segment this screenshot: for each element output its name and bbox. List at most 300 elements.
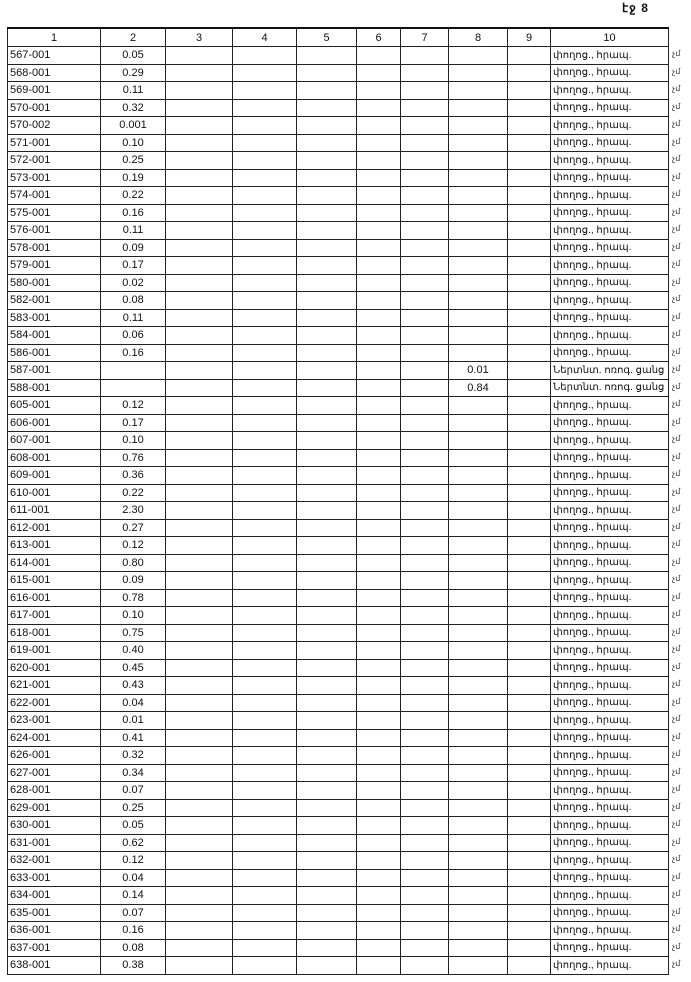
table-row [8, 572, 669, 590]
cell-col-4 [233, 327, 297, 345]
cell-col-4 [233, 169, 297, 187]
cell-col-4 [233, 47, 297, 65]
cell-col-9 [508, 817, 551, 835]
cell-col-3 [166, 624, 233, 642]
cell-col-2: 0.08 [101, 292, 166, 310]
cell-col-7 [401, 589, 449, 607]
cell-col-10: փողոց., հրապ. [551, 292, 669, 310]
cell-col-7 [401, 309, 449, 327]
cell-col-5 [297, 134, 357, 152]
cell-col-8 [449, 309, 508, 327]
margin-mark: չմ [672, 329, 681, 338]
cell-col-10: փողոց., հրապ. [551, 239, 669, 257]
table-row [8, 694, 669, 712]
cell-col-3 [166, 47, 233, 65]
cell-col-8 [449, 274, 508, 292]
table-row [8, 747, 669, 765]
table-row [8, 187, 669, 205]
cell-col-9 [508, 467, 551, 485]
cell-col-10: փողոց., հրապ. [551, 484, 669, 502]
cell-col-10: փողոց., հրապ. [551, 642, 669, 660]
table-row [8, 222, 669, 240]
cell-col-5 [297, 222, 357, 240]
cell-col-10: փողոց., հրապ. [551, 537, 669, 555]
cell-col-6 [357, 852, 401, 870]
cell-col-6 [357, 572, 401, 590]
cell-col-5 [297, 922, 357, 940]
cell-col-4 [233, 82, 297, 100]
cell-col-9 [508, 712, 551, 730]
cell-col-4 [233, 694, 297, 712]
cell-col-8 [449, 642, 508, 660]
cell-col-5 [297, 204, 357, 222]
cell-col-9 [508, 852, 551, 870]
cell-col-9 [508, 449, 551, 467]
cell-col-9 [508, 537, 551, 555]
margin-mark: չմ [672, 469, 681, 478]
margin-mark: չմ [672, 154, 681, 163]
parcel-id-cell: 609-001 [8, 467, 101, 485]
cell-col-6 [357, 222, 401, 240]
parcel-id-cell: 579-001 [8, 257, 101, 275]
table-row [8, 624, 669, 642]
cell-col-6 [357, 922, 401, 940]
cell-col-7 [401, 432, 449, 450]
margin-mark: չմ [672, 766, 681, 776]
cell-col-2: 0.41 [101, 729, 166, 747]
cell-col-3 [166, 99, 233, 117]
cell-col-6 [357, 834, 401, 852]
parcel-id-cell: 611-001 [8, 502, 101, 520]
cell-col-5 [297, 99, 357, 117]
cell-col-2: 2.30 [101, 502, 166, 520]
cell-col-2: 0.16 [101, 204, 166, 222]
table-row [8, 502, 669, 520]
cell-col-6 [357, 764, 401, 782]
cell-col-3 [166, 589, 233, 607]
parcel-id-cell: 618-001 [8, 624, 101, 642]
cell-col-10: փողոց., հրապ. [551, 519, 669, 537]
cell-col-8 [449, 64, 508, 82]
cell-col-7 [401, 957, 449, 975]
cell-col-5 [297, 939, 357, 957]
cell-col-2: 0.001 [101, 117, 166, 135]
cell-col-10: փողոց., հրապ. [551, 607, 669, 625]
cell-col-8 [449, 887, 508, 905]
margin-mark: չմ [672, 941, 681, 951]
cell-col-7 [401, 362, 449, 380]
cell-col-4 [233, 222, 297, 240]
cell-col-6 [357, 694, 401, 712]
cell-col-4 [233, 204, 297, 222]
margin-mark: չմ [672, 784, 681, 793]
margin-mark: չմ [672, 959, 681, 968]
parcel-id-cell: 619-001 [8, 642, 101, 660]
cell-col-3 [166, 309, 233, 327]
table-row [8, 309, 669, 327]
parcel-id-cell: 628-001 [8, 782, 101, 800]
cell-col-5 [297, 467, 357, 485]
cell-col-5 [297, 834, 357, 852]
cell-col-3 [166, 677, 233, 695]
cell-col-7 [401, 939, 449, 957]
table-row [8, 204, 669, 222]
cell-col-3 [166, 694, 233, 712]
margin-mark: չմ [672, 136, 681, 146]
cell-col-6 [357, 747, 401, 765]
cell-col-9 [508, 659, 551, 677]
table-row [8, 152, 669, 170]
margin-mark: չմ [672, 276, 681, 286]
cell-col-4 [233, 239, 297, 257]
parcel-id-cell: 612-001 [8, 519, 101, 537]
cell-col-3 [166, 869, 233, 887]
cell-col-10: փողոց., հրապ. [551, 589, 669, 607]
cell-col-9 [508, 782, 551, 800]
cell-col-5 [297, 519, 357, 537]
cell-col-3 [166, 712, 233, 730]
cell-col-6 [357, 887, 401, 905]
cell-col-8 [449, 852, 508, 870]
cell-col-8 [449, 397, 508, 415]
parcel-id-cell: 573-001 [8, 169, 101, 187]
cell-col-6 [357, 799, 401, 817]
cell-col-4 [233, 449, 297, 467]
cell-col-9 [508, 904, 551, 922]
cell-col-4 [233, 379, 297, 397]
parcel-id-cell: 621-001 [8, 677, 101, 695]
cell-col-9 [508, 887, 551, 905]
cell-col-7 [401, 187, 449, 205]
cell-col-3 [166, 904, 233, 922]
margin-mark: չմ [672, 189, 681, 198]
cell-col-9 [508, 187, 551, 205]
cell-col-8 [449, 869, 508, 887]
cell-col-10: փողոց., հրապ. [551, 729, 669, 747]
cell-col-5 [297, 817, 357, 835]
column-header-6: 6 [357, 28, 401, 47]
table-row [8, 82, 669, 100]
cell-col-5 [297, 327, 357, 345]
table-row [8, 484, 669, 502]
parcel-id-cell: 588-001 [8, 379, 101, 397]
cell-col-8 [449, 257, 508, 275]
table-row [8, 677, 669, 695]
cell-col-10: փողոց., հրապ. [551, 344, 669, 362]
cell-col-4 [233, 747, 297, 765]
cell-col-4 [233, 729, 297, 747]
cell-col-3 [166, 502, 233, 520]
cell-col-4 [233, 677, 297, 695]
cell-col-4 [233, 887, 297, 905]
cell-col-10: փողոց., հրապ. [551, 169, 669, 187]
cell-col-10: Ներտնտ. ոռոգ. ցանց [551, 379, 669, 397]
table-row [8, 432, 669, 450]
cell-col-10: փողոց., հրապ. [551, 327, 669, 345]
cell-col-3 [166, 642, 233, 660]
cell-col-10: փողոց., հրապ. [551, 712, 669, 730]
cell-col-4 [233, 799, 297, 817]
cell-col-4 [233, 869, 297, 887]
cell-col-2: 0.12 [101, 852, 166, 870]
cell-col-9 [508, 222, 551, 240]
cell-col-5 [297, 274, 357, 292]
cell-col-4 [233, 519, 297, 537]
cell-col-6 [357, 187, 401, 205]
table-row [8, 344, 669, 362]
margin-mark: չմ [672, 714, 681, 723]
cell-col-8 [449, 712, 508, 730]
cell-col-3 [166, 729, 233, 747]
cell-col-7 [401, 152, 449, 170]
cell-col-10: փողոց., հրապ. [551, 852, 669, 870]
cell-col-3 [166, 484, 233, 502]
cell-col-2: 0.25 [101, 152, 166, 170]
cell-col-6 [357, 659, 401, 677]
parcel-id-cell: 570-002 [8, 117, 101, 135]
cell-col-7 [401, 134, 449, 152]
cell-col-5 [297, 432, 357, 450]
table-row [8, 117, 669, 135]
cell-col-7 [401, 554, 449, 572]
cell-col-7 [401, 257, 449, 275]
cell-col-2: 0.06 [101, 327, 166, 345]
cell-col-5 [297, 449, 357, 467]
cell-col-3 [166, 922, 233, 940]
cell-col-4 [233, 834, 297, 852]
table-row [8, 327, 669, 345]
cell-col-9 [508, 747, 551, 765]
cell-col-9 [508, 432, 551, 450]
cell-col-10: փողոց., հրապ. [551, 309, 669, 327]
cell-col-5 [297, 712, 357, 730]
cell-col-2: 0.27 [101, 519, 166, 537]
parcel-id-cell: 610-001 [8, 484, 101, 502]
cell-col-9 [508, 117, 551, 135]
cell-col-9 [508, 939, 551, 957]
cell-col-6 [357, 362, 401, 380]
cell-col-3 [166, 414, 233, 432]
cell-col-9 [508, 274, 551, 292]
cell-col-6 [357, 712, 401, 730]
cell-col-8 [449, 117, 508, 135]
cell-col-6 [357, 589, 401, 607]
cell-col-10: փողոց., հրապ. [551, 887, 669, 905]
cell-col-7 [401, 64, 449, 82]
cell-col-7 [401, 327, 449, 345]
cell-col-10: փողոց., հրապ. [551, 222, 669, 240]
cell-col-7 [401, 764, 449, 782]
cell-col-5 [297, 414, 357, 432]
cell-col-8 [449, 659, 508, 677]
margin-mark: չմ [672, 801, 681, 811]
cell-col-6 [357, 432, 401, 450]
cell-col-6 [357, 64, 401, 82]
cell-col-8 [449, 677, 508, 695]
table-row [8, 607, 669, 625]
table-row [8, 887, 669, 905]
cell-col-2: 0.02 [101, 274, 166, 292]
cell-col-3 [166, 274, 233, 292]
cell-col-3 [166, 834, 233, 852]
cell-col-8 [449, 537, 508, 555]
cell-col-9 [508, 257, 551, 275]
header-row [8, 28, 669, 47]
column-header-5: 5 [297, 28, 357, 47]
parcel-id-cell: 626-001 [8, 747, 101, 765]
parcel-id-cell: 576-001 [8, 222, 101, 240]
margin-mark: չմ [672, 364, 681, 373]
parcel-id-cell: 629-001 [8, 799, 101, 817]
cell-col-8 [449, 327, 508, 345]
cell-col-6 [357, 642, 401, 660]
cell-col-3 [166, 799, 233, 817]
cell-col-5 [297, 607, 357, 625]
cell-col-7 [401, 922, 449, 940]
cell-col-10: փողոց., հրապ. [551, 799, 669, 817]
cell-col-8 [449, 134, 508, 152]
cell-col-8 [449, 939, 508, 957]
cell-col-2: 0.04 [101, 869, 166, 887]
parcel-id-cell: 637-001 [8, 939, 101, 957]
cell-col-7 [401, 852, 449, 870]
parcel-id-cell: 633-001 [8, 869, 101, 887]
cell-col-8 [449, 782, 508, 800]
column-header-2: 2 [101, 28, 166, 47]
cell-col-9 [508, 694, 551, 712]
table-row [8, 397, 669, 415]
cell-col-9 [508, 729, 551, 747]
cell-col-5 [297, 589, 357, 607]
cell-col-4 [233, 607, 297, 625]
cell-col-7 [401, 887, 449, 905]
parcel-id-cell: 623-001 [8, 712, 101, 730]
cell-col-10: փողոց., հրապ. [551, 152, 669, 170]
margin-mark: չմ [672, 819, 681, 828]
cell-col-3 [166, 327, 233, 345]
cell-col-10: փողոց., հրապ. [551, 957, 669, 975]
cell-col-4 [233, 537, 297, 555]
parcel-id-cell: 572-001 [8, 152, 101, 170]
cell-col-10: փողոց., հրապ. [551, 64, 669, 82]
cell-col-10: փողոց., հրապ. [551, 659, 669, 677]
cell-col-7 [401, 344, 449, 362]
parcel-id-cell: 605-001 [8, 397, 101, 415]
cell-col-8 [449, 239, 508, 257]
cell-col-2: 0.07 [101, 782, 166, 800]
cell-col-8 [449, 169, 508, 187]
cell-col-3 [166, 64, 233, 82]
cell-col-3 [166, 782, 233, 800]
cell-col-4 [233, 764, 297, 782]
cell-col-6 [357, 239, 401, 257]
margin-mark: չմ [672, 259, 681, 268]
table-row [8, 729, 669, 747]
cell-col-9 [508, 642, 551, 660]
cell-col-6 [357, 169, 401, 187]
parcel-id-cell: 571-001 [8, 134, 101, 152]
cell-col-4 [233, 554, 297, 572]
parcel-id-cell: 634-001 [8, 887, 101, 905]
cell-col-2: 0.78 [101, 589, 166, 607]
cell-col-7 [401, 467, 449, 485]
cell-col-10: փողոց., հրապ. [551, 187, 669, 205]
cell-col-2: 0.11 [101, 222, 166, 240]
table-row [8, 939, 669, 957]
cell-col-5 [297, 502, 357, 520]
parcel-id-cell: 622-001 [8, 694, 101, 712]
column-header-9: 9 [508, 28, 551, 47]
cell-col-9 [508, 957, 551, 975]
table-row [8, 64, 669, 82]
cell-col-9 [508, 204, 551, 222]
cell-col-9 [508, 47, 551, 65]
cell-col-7 [401, 99, 449, 117]
cell-col-7 [401, 274, 449, 292]
cell-col-6 [357, 817, 401, 835]
cell-col-2: 0.16 [101, 344, 166, 362]
margin-mark: չմ [672, 66, 681, 76]
cell-col-6 [357, 134, 401, 152]
cell-col-2 [101, 362, 166, 380]
cell-col-6 [357, 869, 401, 887]
table-row [8, 292, 669, 310]
cell-col-5 [297, 904, 357, 922]
cell-col-4 [233, 134, 297, 152]
cell-col-2: 0.75 [101, 624, 166, 642]
cell-col-5 [297, 869, 357, 887]
table-row [8, 169, 669, 187]
margin-mark: չմ [672, 171, 681, 181]
cell-col-2: 0.38 [101, 957, 166, 975]
cell-col-7 [401, 169, 449, 187]
page-number: էջ 8 [622, 1, 649, 15]
cell-col-2: 0.17 [101, 257, 166, 275]
parcel-id-cell: 630-001 [8, 817, 101, 835]
cell-col-9 [508, 344, 551, 362]
cell-col-8 [449, 764, 508, 782]
cell-col-8 [449, 344, 508, 362]
margin-mark: չմ [672, 836, 681, 846]
cell-col-3 [166, 117, 233, 135]
cell-col-3 [166, 239, 233, 257]
table-row [8, 642, 669, 660]
margin-mark: չմ [672, 521, 681, 531]
margin-mark: չմ [672, 696, 681, 706]
cell-col-5 [297, 799, 357, 817]
cell-col-10: փողոց., հրապ. [551, 869, 669, 887]
parcel-id-cell: 616-001 [8, 589, 101, 607]
cell-col-3 [166, 554, 233, 572]
cell-col-10: փողոց., հրապ. [551, 47, 669, 65]
cell-col-3 [166, 362, 233, 380]
parcel-id-cell: 582-001 [8, 292, 101, 310]
cell-col-9 [508, 572, 551, 590]
cell-col-8 [449, 204, 508, 222]
cell-col-6 [357, 449, 401, 467]
cell-col-7 [401, 834, 449, 852]
cell-col-8 [449, 799, 508, 817]
cell-col-3 [166, 607, 233, 625]
cell-col-8 [449, 834, 508, 852]
cell-col-9 [508, 834, 551, 852]
table-row [8, 869, 669, 887]
cell-col-6 [357, 379, 401, 397]
cell-col-8 [449, 572, 508, 590]
parcel-id-cell: 635-001 [8, 904, 101, 922]
parcel-id-cell: 627-001 [8, 764, 101, 782]
cell-col-3 [166, 939, 233, 957]
